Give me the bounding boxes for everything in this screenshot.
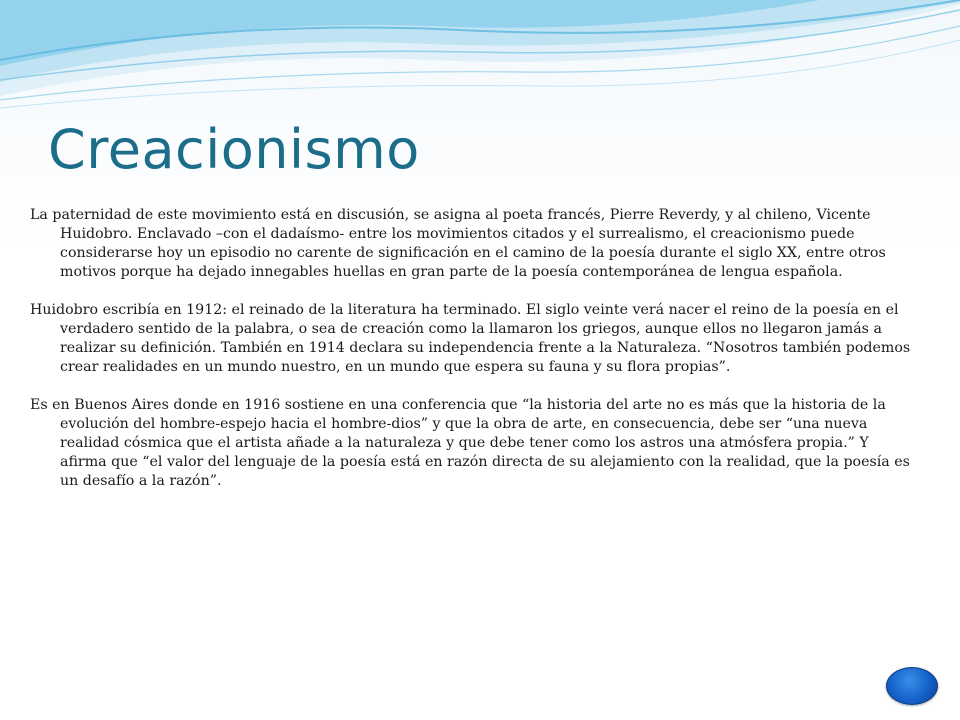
slide-body <box>30 206 918 510</box>
body-paragraph-3: Es en Buenos Aires donde en 1916 sostiene en una conferencia que “la historia del arte no es más que la historia de la evolución del hombre-espejo hacia el hombre-dios” y que la obra de arte, en consecuencia, debe ser “una nueva realidad cósmica que el artista añade a la naturaleza y que debe tener como los astros una atmósfera propia.” Y afirma que “el valor del lenguaje de la poesía está en razón directa de su alejamiento con la realidad, que la poesía es un desafío a la razón”. <box>30 397 910 489</box>
next-slide-button[interactable] <box>886 667 938 705</box>
header-wave-decoration <box>0 0 960 120</box>
slide-title: Creacionismo <box>48 118 420 181</box>
body-paragraph-2: Huidobro escribía en 1912: el reinado de la literatura ha terminado. El siglo veinte verá nacer el reino de la poesía en el verdadero sentido de la palabra, o sea de creación como la llamaron los griegos, aunque ellos no llegaron jamás a realizar su definición. También en 1914 declara su independencia frente a la Naturaleza. “Nosotros también podemos crear realidades en un mundo nuestro, en un mundo que espera su fauna y su flora propias”. <box>30 302 911 375</box>
body-paragraph-1: La paternidad de este movimiento está en discusión, se asigna al poeta francés, Pierre Reverdy, y al chileno, Vicente Huidobro. Enclavado –con el dadaísmo- entre los movimientos citados y el surrealismo, el creacionismo puede considerarse hoy un episodio no carente de significación en el camino de la poesía durante el siglo XX, entre otros motivos porque ha dejado innegables huellas en gran parte de la poesía contemporánea de lengua española. <box>30 207 886 280</box>
